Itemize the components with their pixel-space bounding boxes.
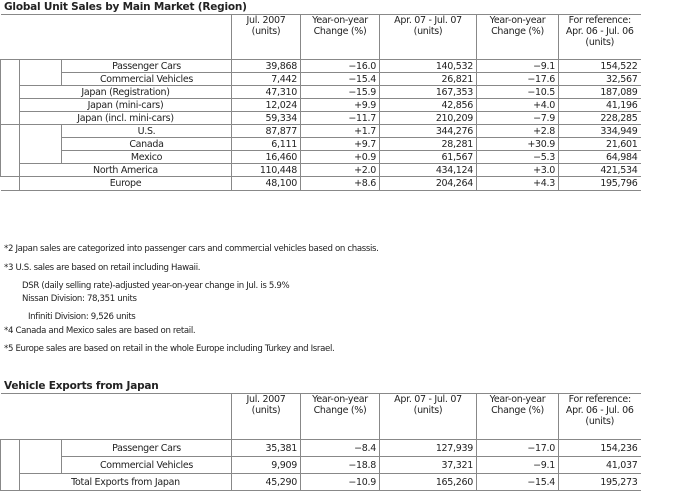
cell: −18.8 (301, 457, 380, 474)
cell: 39,868 (232, 60, 301, 73)
cell: +0.9 (301, 151, 380, 164)
row-label: Commercial Vehicles (62, 457, 232, 474)
cell: +4.3 (477, 177, 559, 191)
table-row (1, 474, 641, 491)
cell: 434,124 (380, 164, 477, 177)
cell: +30.9 (477, 138, 559, 151)
cell: +4.0 (477, 99, 559, 112)
cell: −15.4 (477, 474, 559, 491)
cell: 48,100 (232, 177, 301, 191)
header-yoy-2: Year-on-year Change (%) (477, 15, 559, 60)
cell: 154,522 (559, 60, 641, 73)
cell: −17.6 (477, 73, 559, 86)
cell: +9.7 (301, 138, 380, 151)
cell: −8.4 (301, 440, 380, 457)
cell: −16.0 (301, 60, 380, 73)
row-spacer (1, 177, 20, 191)
cell: +9.9 (301, 99, 380, 112)
cell: 47,310 (232, 86, 301, 99)
cell: 165,260 (380, 474, 477, 491)
table-row (1, 177, 641, 191)
header-yoy-2: Year-on-year Change (%) (477, 394, 559, 440)
row-label: Passenger Cars (62, 440, 232, 457)
row-label: Total Exports from Japan (20, 474, 232, 491)
cell: 16,460 (232, 151, 301, 164)
cell: 7,442 (232, 73, 301, 86)
cell: 154,236 (559, 440, 641, 457)
table-row (1, 457, 641, 474)
note-4: *4 Canada and Mexico sales are based on retail. (4, 326, 196, 336)
cell: −15.4 (301, 73, 380, 86)
row-label: Mexico (62, 151, 232, 164)
cell: 344,276 (380, 125, 477, 138)
group-bracket-exports (1, 440, 20, 491)
header-reference: For reference: Apr. 06 - Jul. 06 (units) (559, 15, 641, 60)
cell: 228,285 (559, 112, 641, 125)
cell: 210,209 (380, 112, 477, 125)
row-label: North America (20, 164, 232, 177)
group-bracket-north-america (1, 125, 20, 177)
table-row (1, 125, 641, 138)
sub-bracket-japan (20, 60, 62, 86)
table-row (1, 164, 641, 177)
cell: −9.1 (477, 60, 559, 73)
table-row (1, 73, 641, 86)
header-jul: Jul. 2007 (units) (232, 15, 301, 60)
note-3-dsr: DSR (daily selling rate)-adjusted year-on-year change in Jul. is 5.9% (22, 281, 290, 291)
cell: 35,381 (232, 440, 301, 457)
cell: 204,264 (380, 177, 477, 191)
row-label: Japan (incl. mini-cars) (20, 112, 232, 125)
cell: 59,334 (232, 112, 301, 125)
note-2: *2 Japan sales are categorized into passenger cars and commercial vehicles based on chassis. (4, 244, 379, 254)
cell: 9,909 (232, 457, 301, 474)
exports-title: Vehicle Exports from Japan (4, 380, 159, 392)
header-blank (1, 394, 232, 440)
row-label: Europe (20, 177, 232, 191)
row-label: Passenger Cars (62, 60, 232, 73)
cell: 21,601 (559, 138, 641, 151)
cell: −10.5 (477, 86, 559, 99)
cell: 195,273 (559, 474, 641, 491)
cell: 421,534 (559, 164, 641, 177)
cell: +2.0 (301, 164, 380, 177)
cell: +1.7 (301, 125, 380, 138)
note-3-nissan: Nissan Division: 78,351 units (22, 294, 137, 304)
sales-title: Global Unit Sales by Main Market (Region) (4, 1, 247, 13)
sales-table (0, 14, 641, 191)
cell: 12,024 (232, 99, 301, 112)
cell: −10.9 (301, 474, 380, 491)
cell: 41,196 (559, 99, 641, 112)
table-row (1, 86, 641, 99)
cell: +2.8 (477, 125, 559, 138)
cell: 26,821 (380, 73, 477, 86)
row-label: Japan (mini-cars) (20, 99, 232, 112)
cell: 187,089 (559, 86, 641, 99)
header-jul: Jul. 2007 (units) (232, 394, 301, 440)
cell: −17.0 (477, 440, 559, 457)
cell: 64,984 (559, 151, 641, 164)
table-row (1, 99, 641, 112)
table-row (1, 60, 641, 73)
cell: −11.7 (301, 112, 380, 125)
cell: 334,949 (559, 125, 641, 138)
header-apr-jul: Apr. 07 - Jul. 07 (units) (380, 15, 477, 60)
sales-header-row (1, 15, 641, 60)
cell: 167,353 (380, 86, 477, 99)
table-row (1, 112, 641, 125)
group-bracket-japan (1, 60, 20, 125)
cell: 41,037 (559, 457, 641, 474)
cell: 28,281 (380, 138, 477, 151)
cell: 42,856 (380, 99, 477, 112)
table-row (1, 440, 641, 457)
cell: 45,290 (232, 474, 301, 491)
cell: 140,532 (380, 60, 477, 73)
cell: +8.6 (301, 177, 380, 191)
cell: 32,567 (559, 73, 641, 86)
note-3-infiniti: Infiniti Division: 9,526 units (28, 312, 136, 322)
row-label: Canada (62, 138, 232, 151)
cell: 127,939 (380, 440, 477, 457)
cell: −5.3 (477, 151, 559, 164)
cell: −9.1 (477, 457, 559, 474)
header-yoy-1: Year-on-year Change (%) (301, 394, 380, 440)
cell: +3.0 (477, 164, 559, 177)
exports-header-row (1, 394, 641, 440)
cell: 87,877 (232, 125, 301, 138)
table-row (1, 151, 641, 164)
cell: 61,567 (380, 151, 477, 164)
note-3: *3 U.S. sales are based on retail including Hawaii. (4, 263, 201, 273)
header-yoy-1: Year-on-year Change (%) (301, 15, 380, 60)
header-blank (1, 15, 232, 60)
cell: 195,796 (559, 177, 641, 191)
cell: 110,448 (232, 164, 301, 177)
row-label: U.S. (62, 125, 232, 138)
sub-bracket-north-america (20, 125, 62, 164)
row-label: Commercial Vehicles (62, 73, 232, 86)
header-reference: For reference: Apr. 06 - Jul. 06 (units) (559, 394, 641, 440)
cell: −15.9 (301, 86, 380, 99)
cell: 6,111 (232, 138, 301, 151)
header-apr-jul: Apr. 07 - Jul. 07 (units) (380, 394, 477, 440)
row-label: Japan (Registration) (20, 86, 232, 99)
note-5: *5 Europe sales are based on retail in the whole Europe including Turkey and Israel. (4, 344, 335, 354)
cell: 37,321 (380, 457, 477, 474)
sub-bracket-exports (20, 440, 62, 474)
exports-table (0, 393, 641, 491)
cell: −7.9 (477, 112, 559, 125)
table-row (1, 138, 641, 151)
